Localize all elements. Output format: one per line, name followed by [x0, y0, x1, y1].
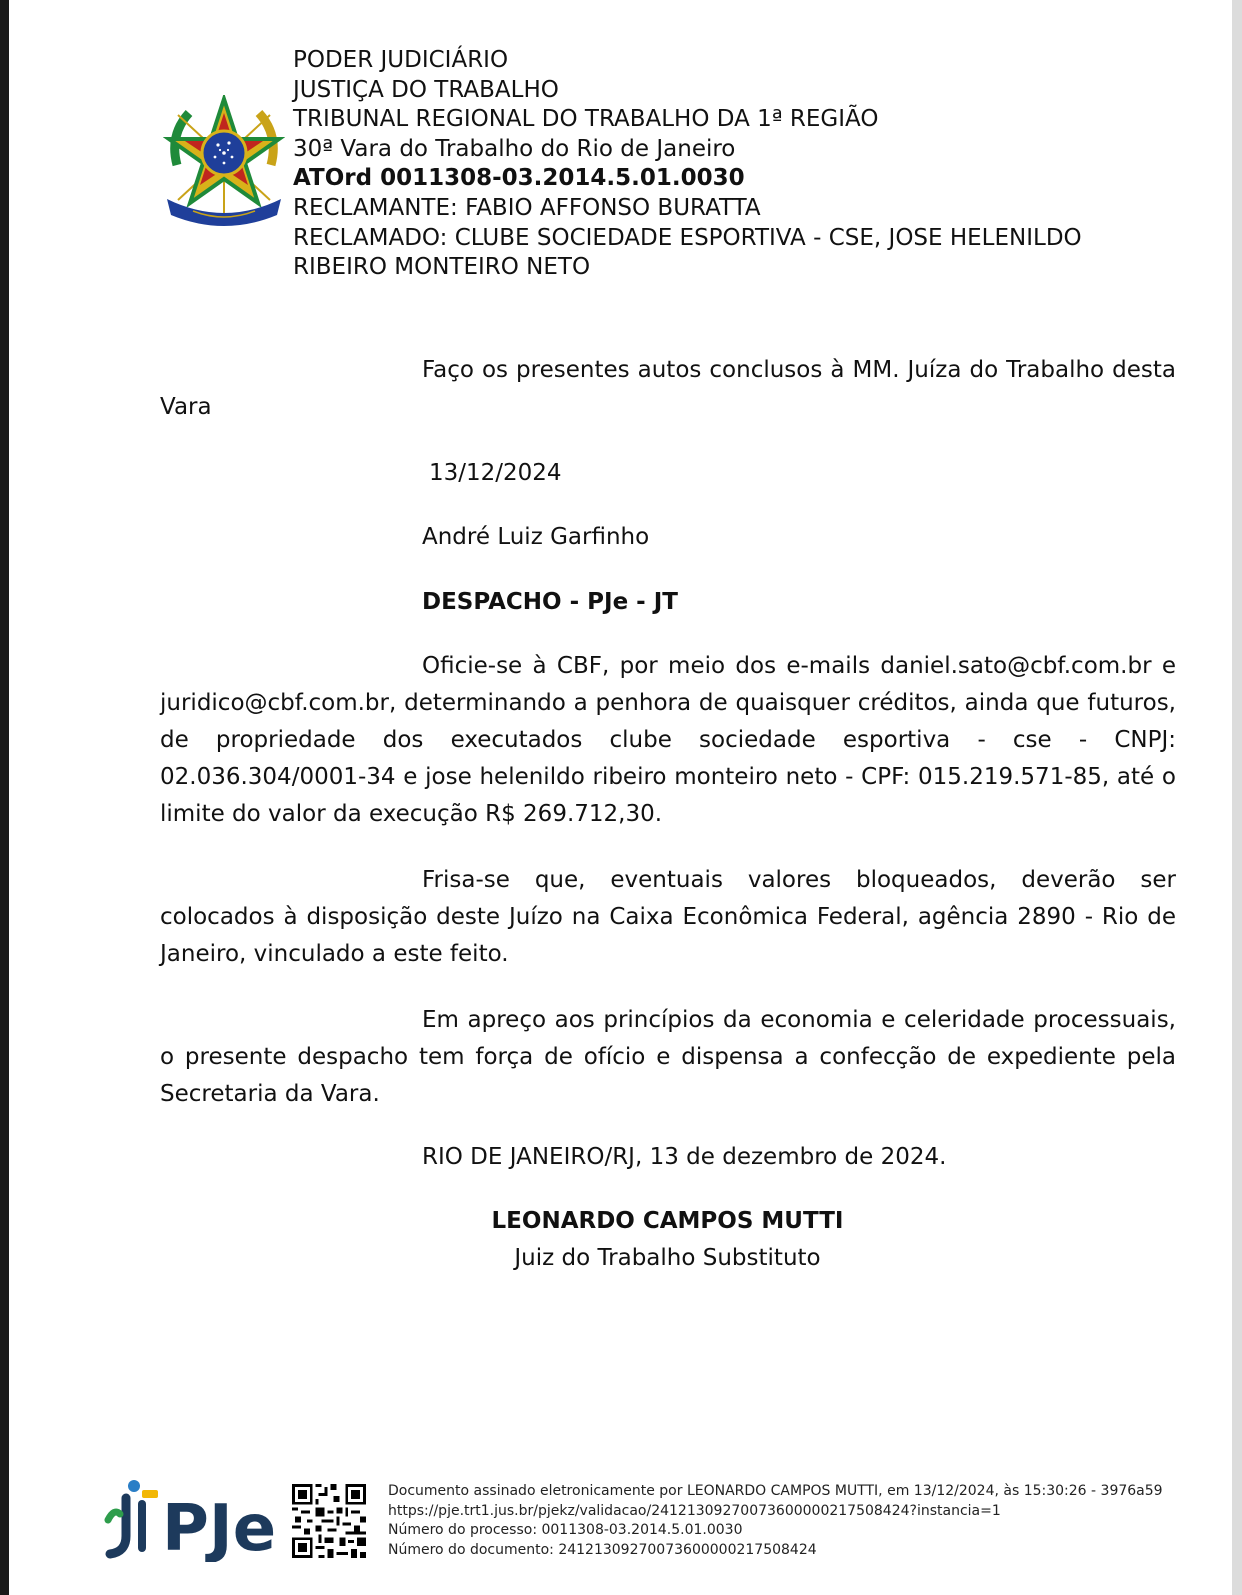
order-paragraph-principles: Em apreço aos princípios da economia e celeridade processuais, o presente despacho tem força de ofício e dispensa a confecção de expediente pela Secretaria da Vara.	[160, 1007, 1176, 1107]
conclusion-paragraph: Faço os presentes autos conclusos à MM. Juíza do Trabalho desta Vara	[160, 357, 1176, 420]
place-and-date: RIO DE JANEIRO/RJ, 13 de dezembro de 2024.	[422, 1144, 947, 1170]
document-number-line: Número do documento: 24121309270073600000217508424	[388, 1541, 817, 1558]
header-defendant-line1: RECLAMADO: CLUBE SOCIEDADE ESPORTIVA - CSE, JOSE HELENILDO	[293, 224, 1082, 251]
page-edge-right	[1232, 0, 1242, 1595]
header-court: TRIBUNAL REGIONAL DO TRABALHO DA 1ª REGIÃO	[293, 106, 879, 133]
header-justice: JUSTIÇA DO TRABALHO	[293, 76, 559, 103]
page-edge-left	[0, 0, 9, 1595]
pje-logo-text: PJe	[162, 1492, 276, 1562]
signer-name: LEONARDO CAMPOS MUTTI	[491, 1208, 844, 1234]
signer-role: Juiz do Trabalho Substituto	[514, 1245, 821, 1271]
header-defendant-line2: RIBEIRO MONTEIRO NETO	[293, 254, 591, 281]
qr-code-icon	[292, 1484, 366, 1558]
header-claimant: RECLAMANTE: FABIO AFFONSO BURATTA	[293, 194, 761, 221]
process-number-line: Número do processo: 0011308-03.2014.5.01.0030	[388, 1522, 743, 1538]
header-power: PODER JUDICIÁRIO	[293, 47, 509, 73]
validation-url[interactable]: https://pje.trt1.jus.br/pjekz/validacao/24121309270073600000217508424?instancia=1	[388, 1502, 1001, 1519]
header-process-number: ATOrd 0011308-03.2014.5.01.0030	[293, 165, 745, 192]
electronic-signature-info	[388, 1482, 1163, 1560]
clerk-name: André Luiz Garfinho	[422, 524, 650, 550]
document-header	[293, 46, 1153, 283]
signed-by-line: Documento assinado eletronicamente por LEONARDO CAMPOS MUTTI, em 13/12/2024, às 15:30:26 - 3976a59	[388, 1483, 1163, 1499]
coat-of-arms-icon	[163, 95, 285, 230]
document-title: DESPACHO - PJe - JT	[422, 589, 678, 615]
conclusion-date: 13/12/2024	[429, 460, 562, 486]
order-paragraph-deposit: Frisa-se que, eventuais valores bloqueados, deverão ser colocados à disposição deste Juízo na Caixa Econômica Federal, agência 2890 - Rio de Janeiro, vinculado a este feito.	[160, 867, 1176, 967]
header-venue: 30ª Vara do Trabalho do Rio de Janeiro	[293, 135, 736, 162]
pje-logo	[104, 1478, 276, 1562]
order-paragraph-cbf: Oficie-se à CBF, por meio dos e-mails daniel.sato@cbf.com.br e juridico@cbf.com.br, determinando a penhora de quaisquer créditos, ainda que futuros, de propriedade dos executados clube sociedade esportiva - cse - CNPJ: 02.036.304/0001-34 e jose helenildo ribeiro monteiro neto - CPF: 015.219.571-85, até o limite do valor da execução R$ 269.712,30.	[160, 653, 1176, 827]
